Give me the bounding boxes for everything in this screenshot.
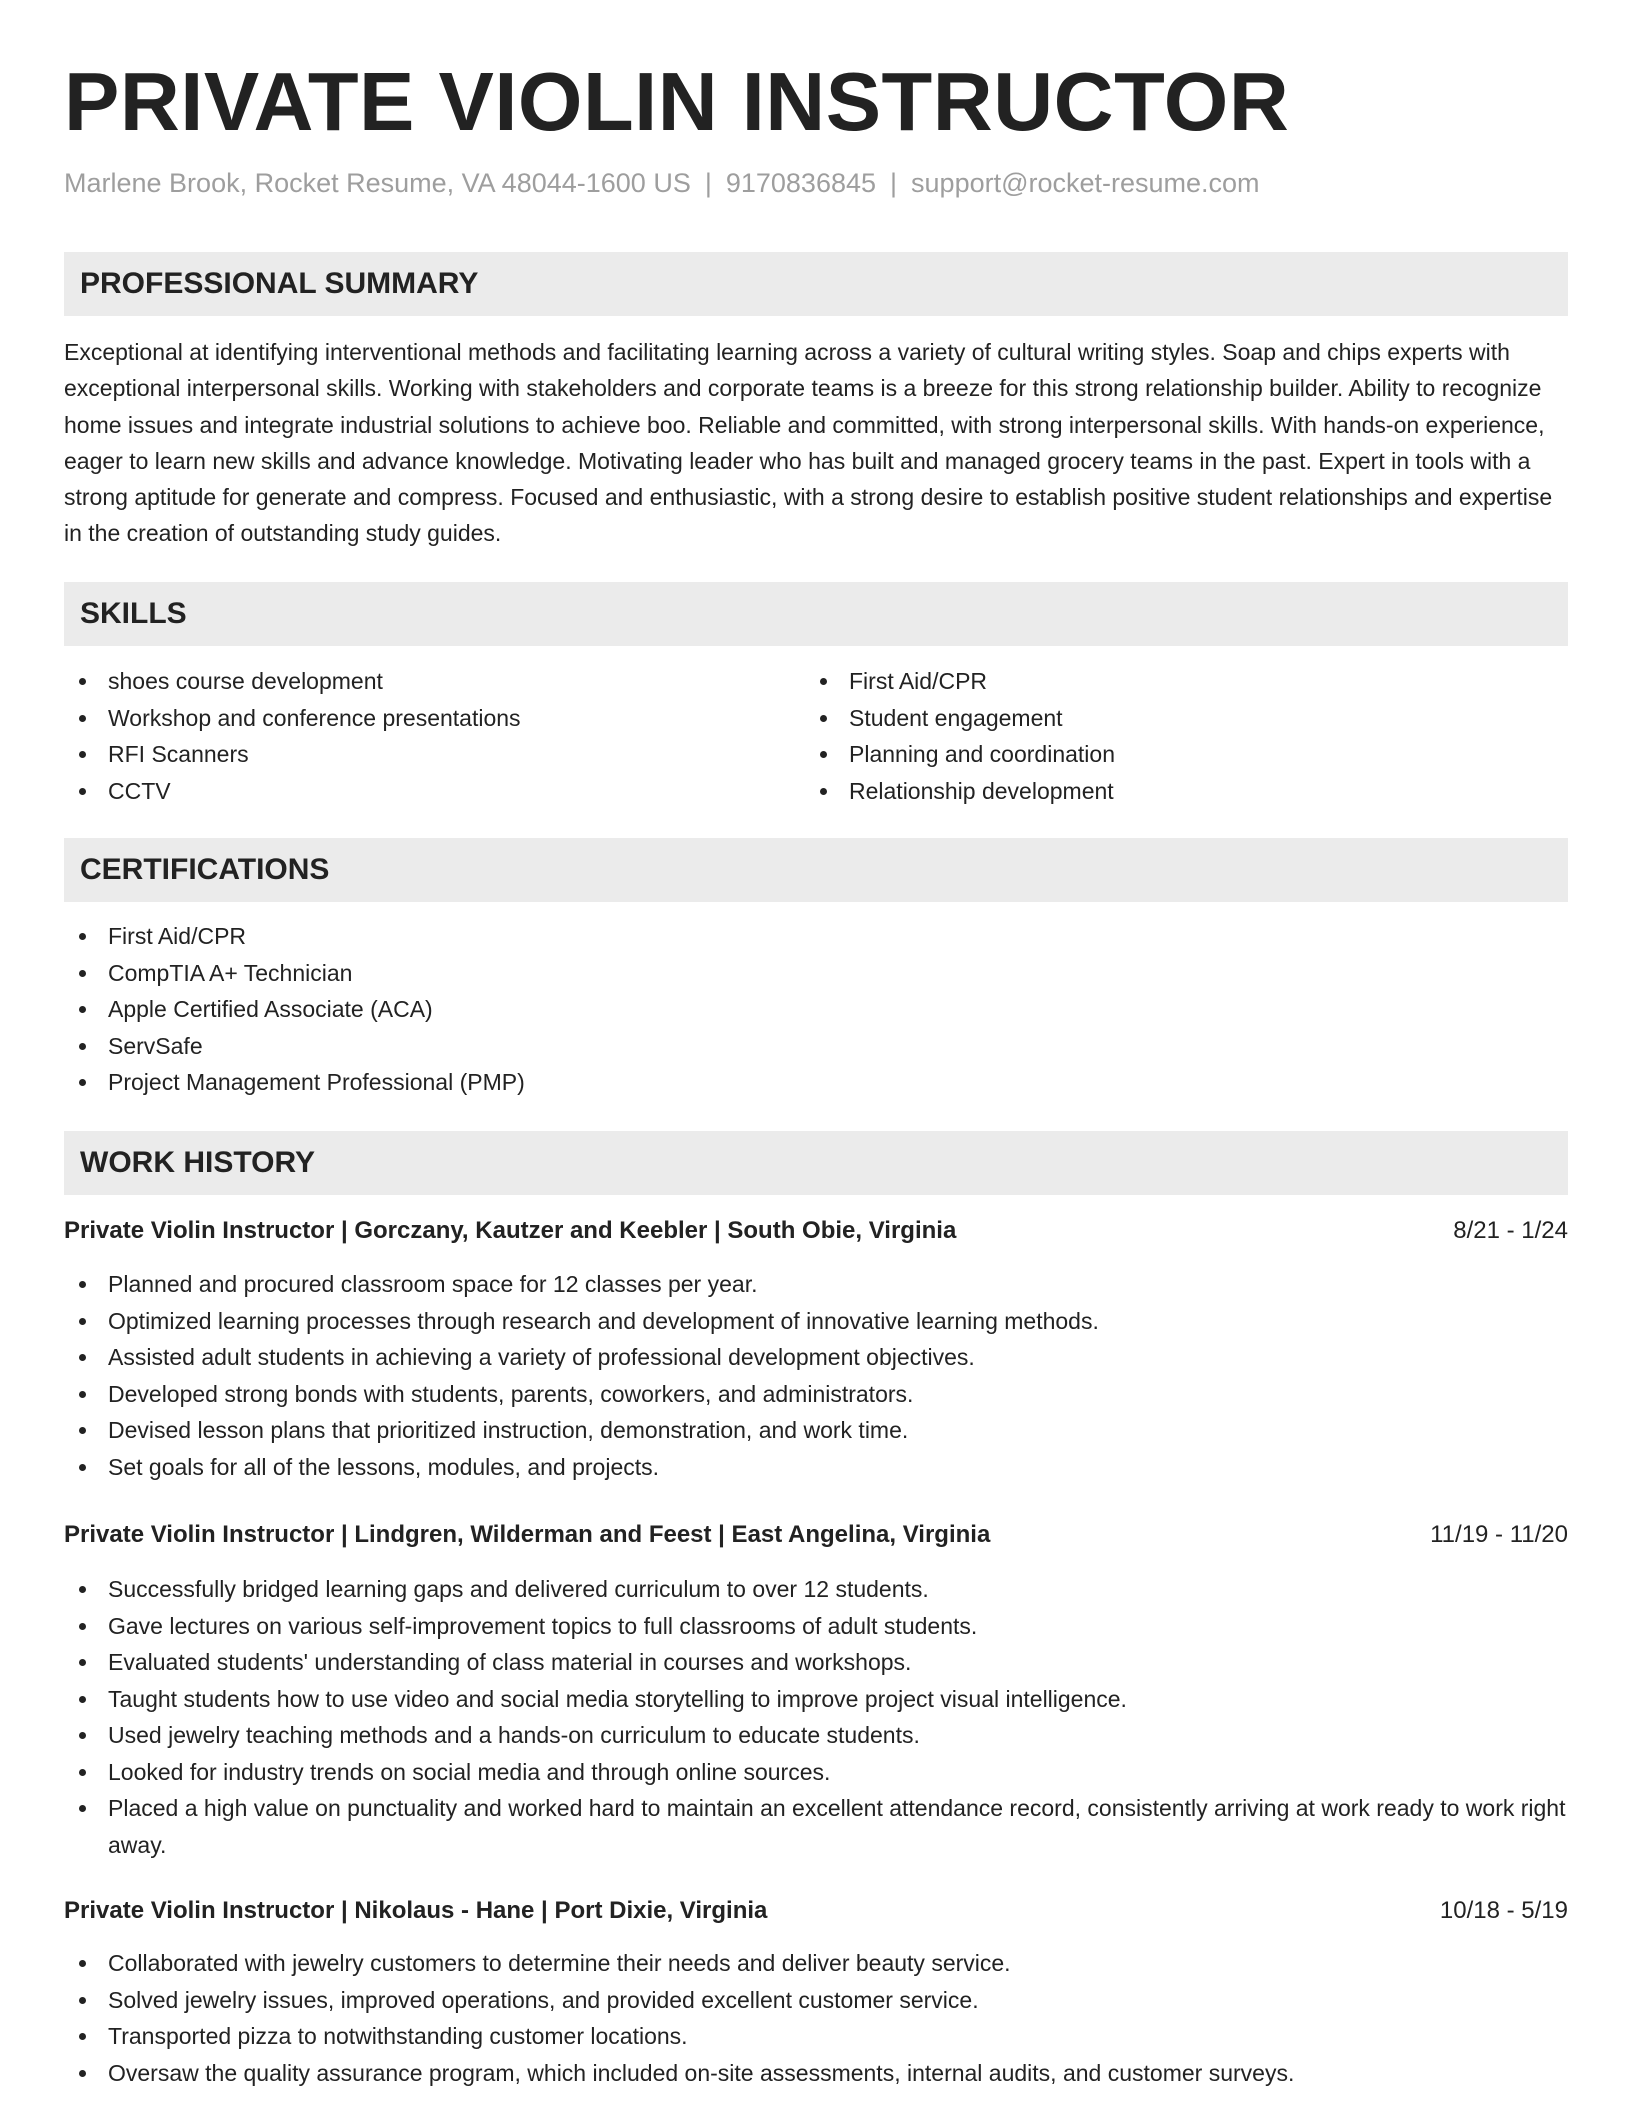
job-bullet: Successfully bridged learning gaps and delivered curriculum to over 12 students. [64, 1571, 1568, 1608]
skill-item: Student engagement [805, 700, 1545, 737]
contact-email[interactable]: support@rocket-resume.com [911, 168, 1260, 198]
skills-list-left [64, 663, 804, 809]
skill-item: shoes course development [64, 663, 804, 700]
skills-list-right [805, 663, 1545, 809]
job-bullet: Developed strong bonds with students, parents, coworkers, and administrators. [64, 1376, 1568, 1413]
job-bullet: Assisted adult students in achieving a variety of professional development objectives. [64, 1339, 1568, 1376]
skill-item: Workshop and conference presentations [64, 700, 804, 737]
job-bullet: Transported pizza to notwithstanding customer locations. [64, 2018, 1568, 2055]
certification-item: Apple Certified Associate (ACA) [64, 991, 1568, 1028]
job-title: Private Violin Instructor | Nikolaus - Hane | Port Dixie, Virginia [64, 1897, 768, 1924]
work-section-header [64, 1131, 1568, 1195]
skill-item: Planning and coordination [805, 736, 1545, 773]
job-title: Private Violin Instructor | Lindgren, Wilderman and Feest | East Angelina, Virginia [64, 1521, 991, 1548]
summary-heading: PROFESSIONAL SUMMARY [80, 267, 479, 300]
certifications-section-header [64, 838, 1568, 902]
certification-item: CompTIA A+ Technician [64, 955, 1568, 992]
job-bullet: Devised lesson plans that prioritized instruction, demonstration, and work time. [64, 1412, 1568, 1449]
job-bullet: Oversaw the quality assurance program, which included on-site assessments, internal audits, and customer surveys. [64, 2055, 1568, 2092]
resume-title: PRIVATE VIOLIN INSTRUCTOR [64, 55, 1290, 148]
job-bullet: Gave lectures on various self-improvement topics to full classrooms of adult students. [64, 1608, 1568, 1645]
job-bullet: Taught students how to use video and social media storytelling to improve project visual intelligence. [64, 1681, 1568, 1718]
contact-address: Marlene Brook, Rocket Resume, VA 48044-1600 US [64, 168, 691, 198]
job-bullet: Placed a high value on punctuality and worked hard to maintain an excellent attendance record, consistently arriving at work ready to work right away. [64, 1790, 1568, 1863]
job-bullet: Used jewelry teaching methods and a hands-on curriculum to educate students. [64, 1717, 1568, 1754]
job-header [64, 1517, 1568, 1553]
certifications-heading: CERTIFICATIONS [80, 853, 330, 886]
job-dates: 8/21 - 1/24 [1453, 1217, 1568, 1244]
certification-item: Project Management Professional (PMP) [64, 1064, 1568, 1101]
certification-item: First Aid/CPR [64, 918, 1568, 955]
job-bullet: Set goals for all of the lessons, modules, and projects. [64, 1449, 1568, 1486]
job-bullet: Solved jewelry issues, improved operations, and provided excellent customer service. [64, 1982, 1568, 2019]
work-heading: WORK HISTORY [80, 1146, 316, 1179]
job-bullet: Collaborated with jewelry customers to determine their needs and deliver beauty service. [64, 1945, 1568, 1982]
skill-item: Relationship development [805, 773, 1545, 810]
contact-phone: 9170836845 [725, 168, 877, 198]
skills-heading: SKILLS [80, 597, 187, 630]
job-bullets [64, 1945, 1568, 2091]
summary-text: Exceptional at identifying interventional methods and facilitating learning across a variety of cultural writing styles. Soap and chips experts with exceptional interpersonal skills. Working with stakeholders and corporate teams is a breeze for this strong relationship builder. Ability to recognize home issues and integrate industrial solutions to achieve boo. Reliable and committed, with strong interpersonal skills. With hands-on experience, eager to learn new skills and advance knowledge. Motivating leader who has built and managed grocery teams in the past. Expert in tools with a strong aptitude for generate and compress. Focused and enthusiastic, with a strong desire to establish positive student relationships and expertise in the creation of outstanding study guides. [64, 339, 1553, 547]
contact-separator: | [890, 168, 898, 198]
job-bullet: Looked for industry trends on social media and through online sources. [64, 1754, 1568, 1791]
job-bullet: Evaluated students' understanding of class material in courses and workshops. [64, 1644, 1568, 1681]
job-header [64, 1893, 1568, 1929]
job-bullet: Optimized learning processes through research and development of innovative learning methods. [64, 1303, 1568, 1340]
skill-item: First Aid/CPR [805, 663, 1545, 700]
job-bullets [64, 1266, 1568, 1485]
skill-item: CCTV [64, 773, 804, 810]
certifications-list [64, 918, 1568, 1101]
job-bullets [64, 1571, 1568, 1863]
job-dates: 11/19 - 11/20 [1430, 1521, 1568, 1548]
job-bullet: Planned and procured classroom space for 12 classes per year. [64, 1266, 1568, 1303]
summary-section-header [64, 252, 1568, 316]
certification-item: ServSafe [64, 1028, 1568, 1065]
job-title: Private Violin Instructor | Gorczany, Kautzer and Keebler | South Obie, Virginia [64, 1217, 957, 1244]
job-dates: 10/18 - 5/19 [1439, 1897, 1568, 1924]
skills-section-header [64, 582, 1568, 646]
contact-line [64, 163, 1260, 203]
job-header [64, 1213, 1568, 1249]
skill-item: RFI Scanners [64, 736, 804, 773]
contact-separator: | [704, 168, 712, 198]
